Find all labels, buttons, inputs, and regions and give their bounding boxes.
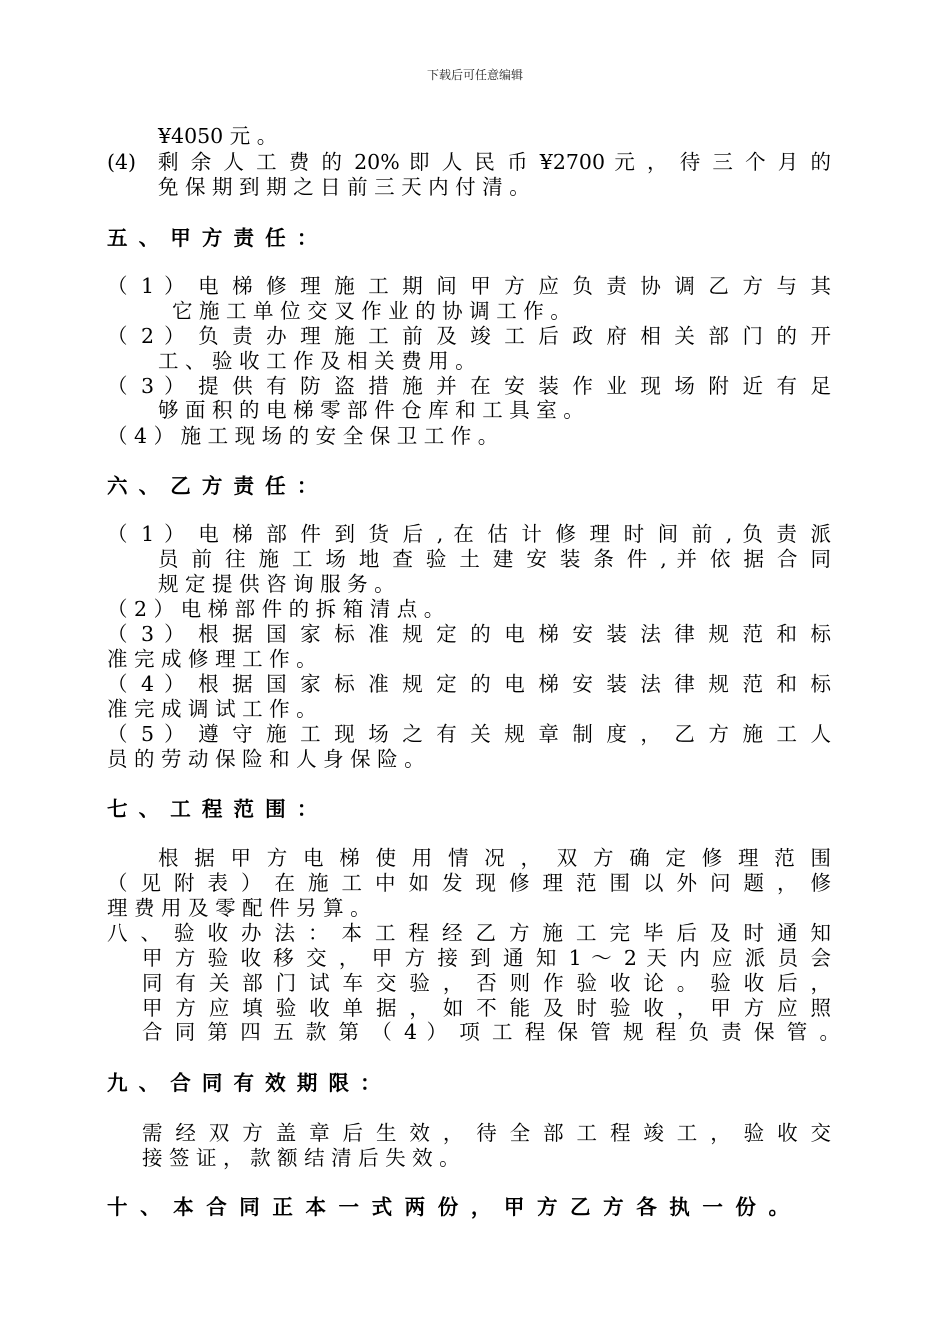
text-line: （ 3 ） 根 据 国 家 标 准 规 定 的 电 梯 安 装 法 律 规 范 和 标 <box>107 622 831 646</box>
text-line: （ 1 ） 电 梯 修 理 施 工 期 间 甲 方 应 负 责 协 调 乙 方 与 其 <box>107 274 831 298</box>
text-line: （ 4 ） 施 工 现 场 的 安 全 保 卫 工 作 。 <box>107 424 499 448</box>
text-line: 剩 余 人 工 费 的 20% 即 人 民 币 ¥2700 元 ， 待 三 个 月 的 <box>158 150 831 174</box>
text-line: （ 2 ） 电 梯 部 件 的 拆 箱 清 点 。 <box>107 597 445 621</box>
text-line: （ 4 ） 根 据 国 家 标 准 规 定 的 电 梯 安 装 法 律 规 范 和 标 <box>107 672 831 696</box>
section-heading: 十 、 本 合 同 正 本 一 式 两 份 ， 甲 方 乙 方 各 执 一 份 。 <box>107 1195 791 1219</box>
text-line: 需 经 双 方 盖 章 后 生 效 ， 待 全 部 工 程 竣 工 ， 验 收 交 <box>142 1121 831 1145</box>
text-line: 员 前 往 施 工 场 地 查 验 土 建 安 装 条 件 , 并 依 据 合 同 <box>158 547 831 571</box>
text-line: 甲 方 应 填 验 收 单 据 ， 如 不 能 及 时 验 收 ， 甲 方 应 照 <box>142 996 831 1020</box>
text-line: （ 5 ） 遵 守 施 工 现 场 之 有 关 规 章 制 度 ， 乙 方 施 工 人 <box>107 722 831 746</box>
text-line: （ 见 附 表 ） 在 施 工 中 如 发 现 修 理 范 围 以 外 问 题 ， 修 <box>107 871 831 895</box>
section-heading: 六 、 乙 方 责 任 ： <box>107 474 320 498</box>
text-line: 甲 方 验 收 移 交 ， 甲 方 接 到 通 知 1 ～ 2 天 内 应 派 员 会 <box>142 946 831 970</box>
text-line: 够 面 积 的 电 梯 零 部 件 仓 库 和 工 具 室 。 <box>158 398 584 422</box>
text-line: 员 的 劳 动 保 险 和 人 身 保 险 。 <box>107 747 425 771</box>
text-line: 八 、 验 收 办 法 ： 本 工 程 经 乙 方 施 工 完 毕 后 及 时 通 知 <box>107 921 831 945</box>
text-line: 它 施 工 单 位 交 叉 作 业 的 协 调 工 作 。 <box>172 299 571 323</box>
text-line: （ 3 ） 提 供 有 防 盗 措 施 并 在 安 装 作 业 现 场 附 近 有 足 <box>107 374 831 398</box>
text-line: 根 据 甲 方 电 梯 使 用 情 况 ， 双 方 确 定 修 理 范 围 <box>158 846 831 870</box>
section-heading: 五 、 甲 方 责 任 ： <box>107 226 320 250</box>
text-line: 接 签 证 ， 款 额 结 清 后 失 效 。 <box>142 1146 460 1170</box>
text-line: 合 同 第 四 五 款 第 （ 4 ） 项 工 程 保 管 规 程 负 责 保 管 。 <box>142 1020 840 1044</box>
text-line: 规 定 提 供 咨 询 服 务 。 <box>158 572 395 596</box>
text-line: 理 费 用 及 零 配 件 另 算 。 <box>107 896 371 920</box>
section-heading: 九 、 合 同 有 效 期 限 ： <box>107 1071 383 1095</box>
item-number: (4) <box>107 150 137 174</box>
text-line: 免 保 期 到 期 之 日 前 三 天 内 付 清 。 <box>158 175 530 199</box>
section-heading: 七 、 工 程 范 围 ： <box>107 797 320 821</box>
text-line: 同 有 关 部 门 试 车 交 验 ， 否 则 作 验 收 论 。 验 收 后 ， <box>142 971 831 995</box>
text-line: （ 1 ） 电 梯 部 件 到 货 后 , 在 估 计 修 理 时 间 前 , 负 责 派 <box>107 522 831 546</box>
text-line: 工 、 验 收 工 作 及 相 关 费 用 。 <box>158 349 476 373</box>
page-header: 下载后可任意编辑 <box>426 68 523 82</box>
text-line: ¥4050 元 。 <box>158 124 278 148</box>
text-line: （ 2 ） 负 责 办 理 施 工 前 及 竣 工 后 政 府 相 关 部 门 的 开 <box>107 324 831 348</box>
text-line: 准 完 成 修 理 工 作 。 <box>107 647 317 671</box>
text-line: 准 完 成 调 试 工 作 。 <box>107 697 317 721</box>
